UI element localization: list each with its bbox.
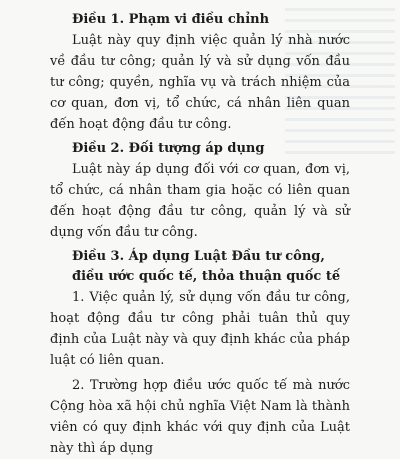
- article-1-heading: Điều 1. Phạm vi điều chỉnh: [72, 12, 270, 27]
- article-2-paragraph-1: Luật này áp dụng đối với cơ quan, đơn vị, tổ chức, cá nhân tham gia hoặc có liên quan đến hoạt động đầu tư công, quản lý và sử dụng vốn đầu tư công.: [50, 162, 350, 240]
- article-2: [50, 139, 350, 243]
- article-3: [50, 247, 350, 459]
- article-1: [50, 10, 350, 135]
- article-3-paragraph-2: 2. Trường hợp điều ước quốc tế mà nước Cộng hòa xã hội chủ nghĩa Việt Nam là thành viên có quy định khác với quy định của Luật này thì áp dụng: [50, 378, 350, 456]
- article-3-paragraph-1: 1. Việc quản lý, sử dụng vốn đầu tư công, hoạt động đầu tư công phải tuân thủ quy định của Luật này và quy định khác của pháp luật có liên quan.: [50, 290, 350, 368]
- article-2-heading: Điều 2. Đối tượng áp dụng: [72, 141, 265, 156]
- article-3-heading: Điều 3. Áp dụng Luật Đầu tư công, điều ước quốc tế, thỏa thuận quốc tế: [72, 249, 341, 284]
- article-1-paragraph-1: Luật này quy định việc quản lý nhà nước về đầu tư công; quản lý và sử dụng vốn đầu tư công; quyền, nghĩa vụ và trách nhiệm của cơ quan, đơn vị, tổ chức, cá nhân liên quan đến hoạt động đầu tư công.: [50, 33, 350, 132]
